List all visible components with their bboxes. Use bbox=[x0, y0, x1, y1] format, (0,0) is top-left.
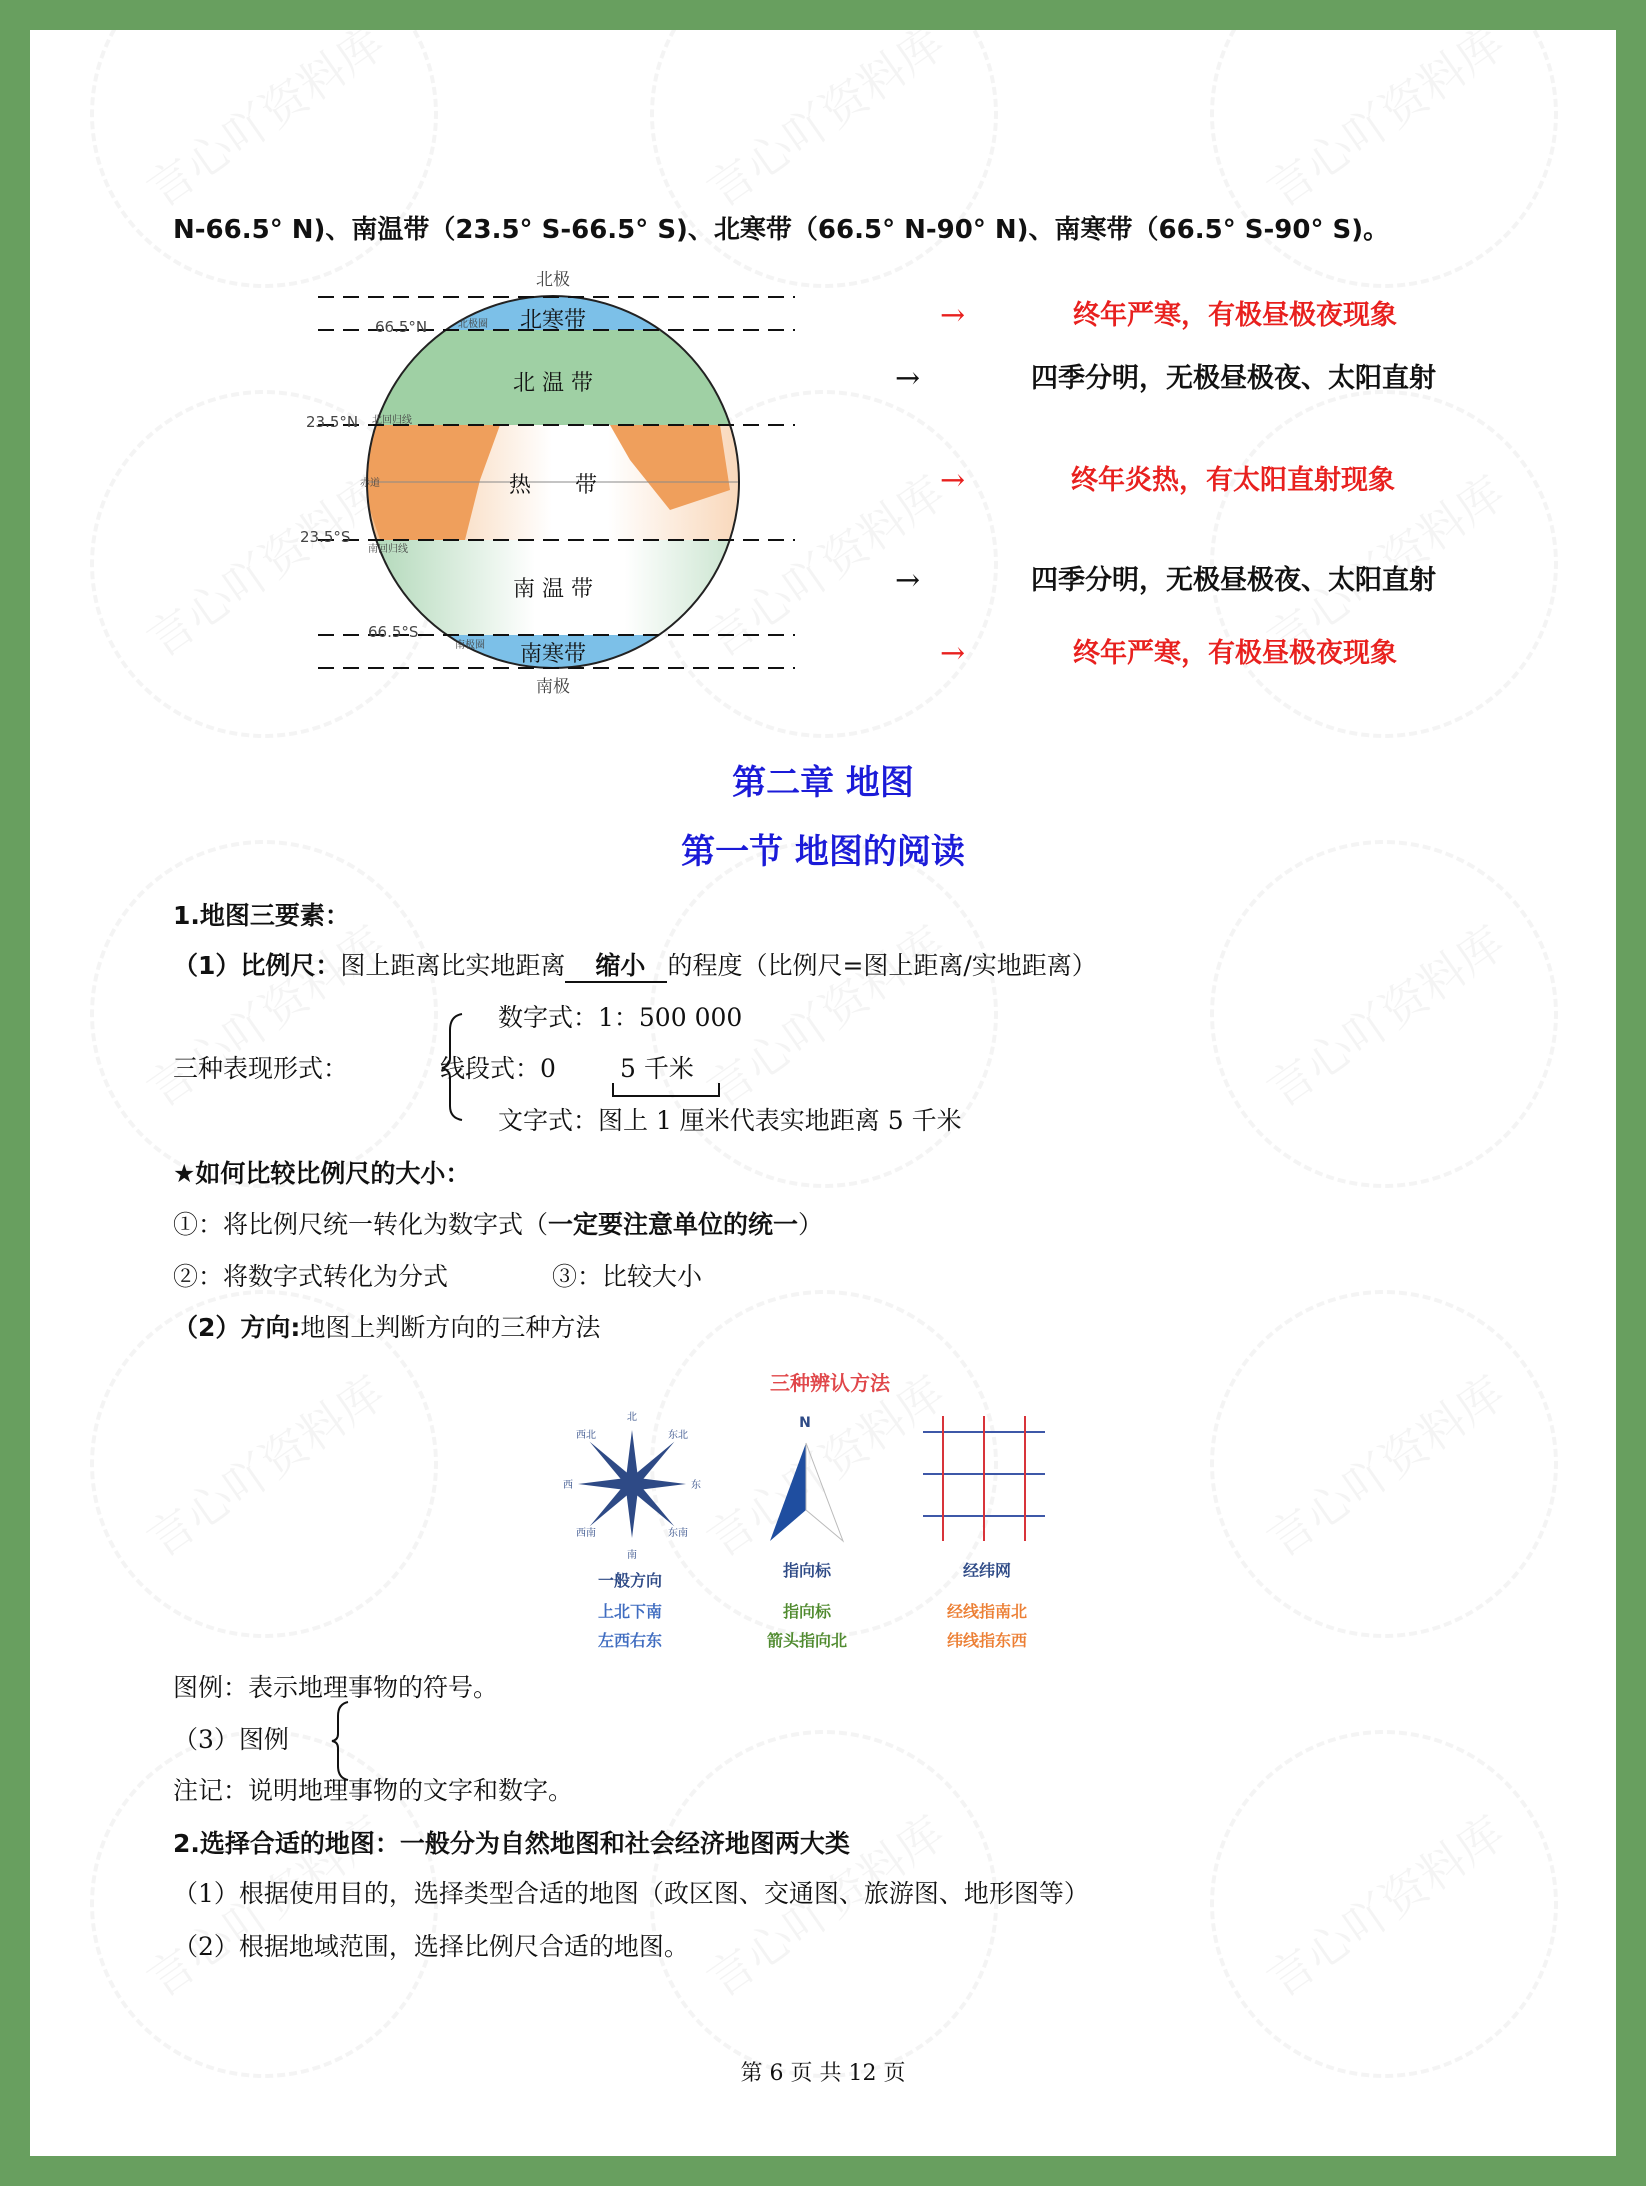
lat-label: 23.5°S bbox=[300, 528, 351, 546]
heading-map-elements: 1.地图三要素： bbox=[173, 901, 350, 930]
lat-label: 66.5°S bbox=[368, 623, 419, 641]
zone-label: 热 带 bbox=[508, 473, 598, 498]
method-line: 上北下南 bbox=[597, 1602, 663, 1621]
form-line: 线段式：0 bbox=[440, 1054, 556, 1083]
chapter-title: 第二章 地图 bbox=[732, 763, 914, 803]
page-footer: 第 6 页 共 12 页 bbox=[740, 2061, 906, 2086]
compare-step-1 bbox=[173, 1210, 823, 1240]
method-name: 一般方向 bbox=[597, 1571, 663, 1590]
brace-icon bbox=[330, 1700, 354, 1782]
zone-note: 终年炎热，有太阳直射现象 bbox=[1071, 465, 1395, 496]
method-line: 经线指南北 bbox=[946, 1602, 1028, 1621]
form-line-unit: 5 千米 bbox=[620, 1054, 694, 1083]
south-pole-label: 南极 bbox=[536, 677, 570, 697]
zone-label: 南寒带 bbox=[519, 642, 587, 667]
lat-label: 66.5°N bbox=[375, 318, 428, 336]
north-arrow-n: N bbox=[799, 1415, 811, 1431]
method-line: 箭头指向北 bbox=[766, 1631, 848, 1650]
north-arrow-icon bbox=[770, 1443, 843, 1541]
scale-text: 图上距离比实地距离 bbox=[340, 951, 566, 980]
zone-note: 四季分明，无极昼极夜、太阳直射 bbox=[1031, 363, 1436, 394]
watermark bbox=[1142, 1222, 1616, 1707]
zone-label: 北寒带 bbox=[519, 308, 587, 333]
line-label: 北回归线 bbox=[372, 415, 412, 426]
compass-nw: 西北 bbox=[576, 1430, 596, 1441]
form-numeric: 数字式：1：500 000 bbox=[498, 1003, 743, 1032]
arrow-icon: → bbox=[940, 636, 966, 671]
line-label: 赤道 bbox=[360, 478, 380, 489]
figure-title: 三种辨认方法 bbox=[770, 1371, 890, 1395]
scale-label: （1）比例尺： bbox=[173, 951, 341, 980]
arrow-icon: → bbox=[940, 298, 966, 333]
direction-line bbox=[173, 1313, 600, 1343]
method-name: 指向标 bbox=[782, 1561, 832, 1580]
choose-map-1: （1）根据使用目的，选择类型合适的地图（政区图、交通图、旅游图、地形图等） bbox=[173, 1879, 1089, 1908]
arrow-icon: → bbox=[895, 361, 921, 396]
scale-blank-answer: 缩小 bbox=[565, 951, 667, 983]
compass-ne: 东北 bbox=[668, 1430, 688, 1441]
direction-text: 地图上判断方向的三种方法 bbox=[300, 1313, 601, 1342]
method-line: 指向标 bbox=[782, 1602, 832, 1621]
method-line: 纬线指东西 bbox=[946, 1631, 1028, 1650]
section-title: 第一节 地图的阅读 bbox=[681, 832, 965, 872]
step-text: ） bbox=[798, 1210, 824, 1239]
compass-n: 北 bbox=[627, 1412, 637, 1423]
form-text: 文字式：图上 1 厘米代表实地距离 5 千米 bbox=[498, 1106, 962, 1135]
compass-rose-icon bbox=[547, 1399, 717, 1569]
lat-long-grid-icon bbox=[923, 1416, 1045, 1541]
north-pole-label: 北极 bbox=[536, 270, 570, 290]
compare-title: ★如何比较比例尺的大小： bbox=[173, 1159, 471, 1188]
line-label: 南极圈 bbox=[455, 640, 485, 651]
direction-label: （2）方向: bbox=[173, 1313, 301, 1342]
zone-note: 终年严寒，有极昼极夜现象 bbox=[1073, 638, 1397, 669]
line-label: 北极圈 bbox=[458, 319, 488, 330]
legend-symbol-line: 图例：表示地理事物的符号。 bbox=[173, 1673, 499, 1702]
globe-zones-figure bbox=[300, 260, 860, 710]
scale-text: 的程度（比例尺=图上距离/实地距离） bbox=[667, 951, 1097, 980]
heading-choose-map: 2.选择合适的地图：一般分为自然地图和社会经济地图两大类 bbox=[173, 1829, 850, 1858]
zone-note: 终年严寒，有极昼极夜现象 bbox=[1073, 300, 1397, 331]
compass-se: 东南 bbox=[668, 1528, 688, 1539]
arrow-icon: → bbox=[940, 463, 966, 498]
direction-methods-figure bbox=[540, 1350, 1100, 1670]
intro-line: N-66.5° N)、南温带（23.5° S-66.5° S)、北寒带（66.5° N-90° N)、南寒带（66.5° S-90° S)。 bbox=[173, 215, 1390, 245]
method-name: 经纬网 bbox=[962, 1561, 1012, 1580]
legend-label: （3）图例 bbox=[173, 1725, 289, 1754]
compass-e: 东 bbox=[691, 1480, 701, 1491]
zone-label: 南 温 带 bbox=[513, 577, 593, 602]
zone-label: 北 温 带 bbox=[513, 371, 593, 396]
scale-definition bbox=[173, 951, 1097, 983]
compare-step-2: ②：将数字式转化为分式 bbox=[173, 1262, 449, 1291]
compass-w: 西 bbox=[563, 1480, 573, 1491]
legend-note-line: 注记：说明地理事物的文字和数字。 bbox=[173, 1776, 574, 1805]
arrow-icon: → bbox=[895, 563, 921, 598]
watermark bbox=[30, 1222, 506, 1707]
step-text: ①：将比例尺统一转化为数字式（ bbox=[173, 1210, 549, 1239]
line-label: 南回归线 bbox=[368, 544, 408, 555]
lat-label: 23.5°N bbox=[306, 413, 359, 431]
method-line: 左西右东 bbox=[597, 1631, 663, 1650]
compare-step-3: ③：比较大小 bbox=[552, 1262, 703, 1291]
forms-label: 三种表现形式： bbox=[173, 1054, 349, 1083]
compass-sw: 西南 bbox=[576, 1528, 596, 1539]
compass-s: 南 bbox=[627, 1550, 637, 1561]
step-emphasis: 一定要注意单位的统一 bbox=[548, 1210, 799, 1239]
zone-note: 四季分明，无极昼极夜、太阳直射 bbox=[1031, 565, 1436, 596]
choose-map-2: （2）根据地域范围，选择比例尺合适的地图。 bbox=[173, 1932, 689, 1961]
line-scale-bar bbox=[612, 1083, 720, 1097]
